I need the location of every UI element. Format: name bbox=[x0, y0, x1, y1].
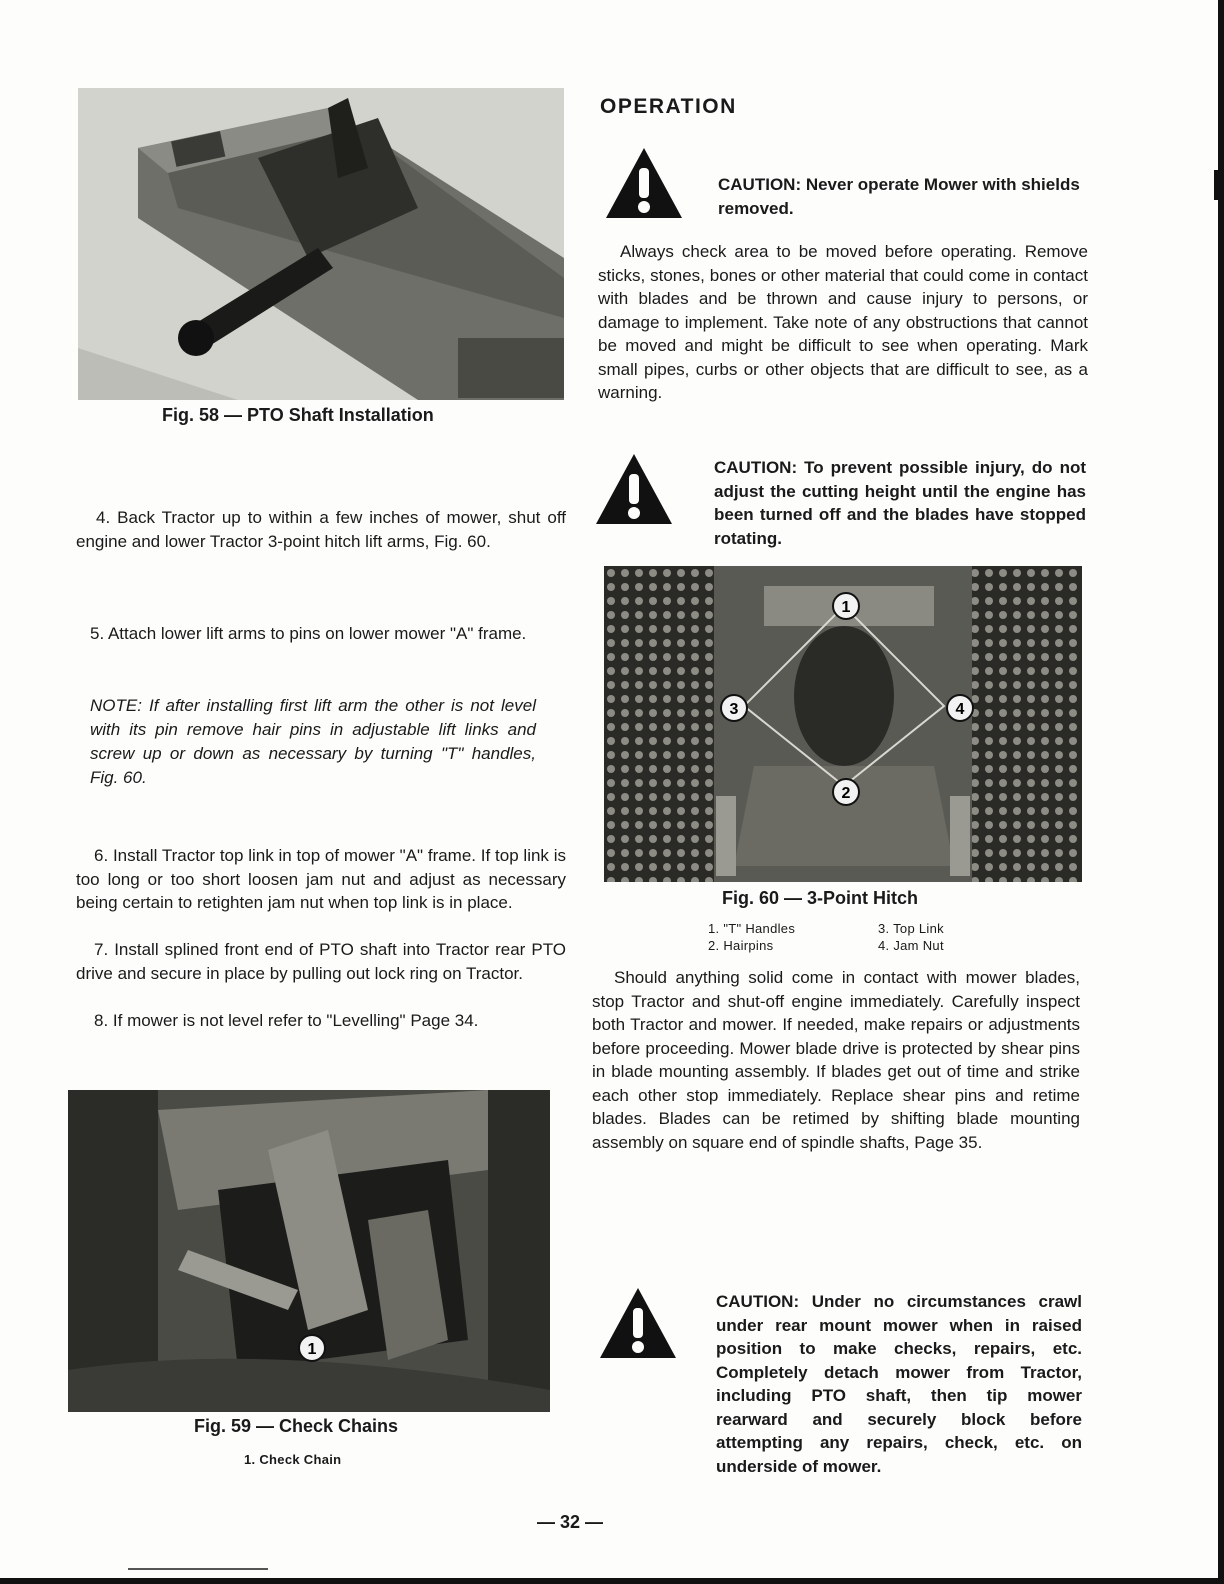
fig60-callout-4 bbox=[947, 695, 973, 721]
operation-paragraph-1: Always check area to be moved before operating. Remove sticks, stones, bones or other material that could come in contact with blades and be thrown and cause injury to persons, or damage to implement. Take note of any obstructions that cannot be moved and might be difficult to see when operating. Mark small pipes, curbs or other objects that are difficult to see, as a warning. bbox=[598, 242, 1088, 402]
page-number: — 32 — bbox=[537, 1512, 604, 1532]
svg-text:3: 3 bbox=[729, 701, 739, 718]
caution-crawl-under: CAUTION: Under no circumstances crawl under rear mount mower when in raised position to make checks, repairs, etc. Completely detach mower from Tractor, including PTO shaft, then tip mower rearward and securely block before attempting any repairs, check, etc. on underside of mower. bbox=[716, 1292, 1082, 1476]
fig60-caption: Fig. 60 — 3-Point Hitch bbox=[722, 888, 919, 908]
fig60-legend-3: 3. Top Link bbox=[878, 921, 944, 936]
fig60-legend-2: 2. Hairpins bbox=[708, 938, 774, 953]
svg-text:4: 4 bbox=[955, 701, 965, 718]
caution-shields: CAUTION: Never operate Mower with shields removed. bbox=[718, 175, 1080, 218]
warning-triangle-icon bbox=[604, 146, 684, 220]
scan-line bbox=[128, 1568, 268, 1570]
caution-cutting-height: CAUTION: To prevent possible injury, do not adjust the cutting height until the engine has been turned off and the blades have stopped rotating. bbox=[714, 458, 1086, 548]
svg-text:1: 1 bbox=[841, 599, 851, 616]
operation-title: OPERATION bbox=[600, 95, 737, 118]
step-6: 6. Install Tractor top link in top of mower "A" frame. If top link is too long or too short loosen jam nut and adjust as necessary being certain to retighten jam nut when top link is in place. bbox=[76, 846, 566, 912]
fig58-photo bbox=[78, 88, 564, 400]
fig59-photo bbox=[68, 1090, 550, 1412]
fig59-caption: Fig. 59 — Check Chains bbox=[194, 1416, 399, 1436]
fig59-callout-1 bbox=[299, 1335, 325, 1361]
fig58-caption: Fig. 58 — PTO Shaft Installation bbox=[162, 405, 434, 425]
fig59-legend-1: 1. Check Chain bbox=[244, 1452, 342, 1467]
warning-triangle-icon bbox=[594, 452, 674, 526]
mower-pto-photo-icon bbox=[78, 88, 564, 400]
svg-text:1: 1 bbox=[307, 1341, 317, 1358]
fig60-callout-1 bbox=[833, 593, 859, 619]
svg-text:2: 2 bbox=[841, 785, 851, 802]
fig60-callout-2 bbox=[833, 779, 859, 805]
warning-triangle-icon bbox=[598, 1286, 678, 1360]
step-7: 7. Install splined front end of PTO shaft into Tractor rear PTO drive and secure in place by pulling out lock ring on Tractor. bbox=[76, 940, 566, 983]
scan-mark bbox=[1214, 170, 1218, 200]
fig60-legend-4: 4. Jam Nut bbox=[878, 938, 944, 953]
step-8: 8. If mower is not level refer to "Levelling" Page 34. bbox=[94, 1011, 479, 1030]
note-lift-arm: NOTE: If after installing first lift arm the other is not level with its pin remove hair pins in adjustable lift links and screw up or down as necessary by turning "T" handles, Fig. 60. bbox=[90, 696, 536, 787]
scan-border-bottom bbox=[0, 1578, 1224, 1584]
fig60-photo bbox=[604, 566, 1082, 882]
fig60-callout-3 bbox=[721, 695, 747, 721]
step-5: 5. Attach lower lift arms to pins on lower mower "A" frame. bbox=[90, 624, 527, 643]
operation-paragraph-2: Should anything solid come in contact with mower blades, stop Tractor and shut-off engine immediately. Carefully inspect both Tractor and mower. If needed, make repairs or adjustments before proceeding. Mower blade drive is protected by shear pins in blade mounting assembly. If blades get out of time and strike each other stop immediately. Replace shear pins and retime blades. Blades can be retimed by shifting blade mounting assembly on square end of spindle shafts, Page 35. bbox=[592, 968, 1080, 1152]
scan-border-right bbox=[1218, 0, 1224, 1584]
fig60-legend-1: 1. "T" Handles bbox=[708, 921, 796, 936]
step-4: 4. Back Tractor up to within a few inches of mower, shut off engine and lower Tractor 3-point hitch lift arms, Fig. 60. bbox=[76, 508, 566, 551]
